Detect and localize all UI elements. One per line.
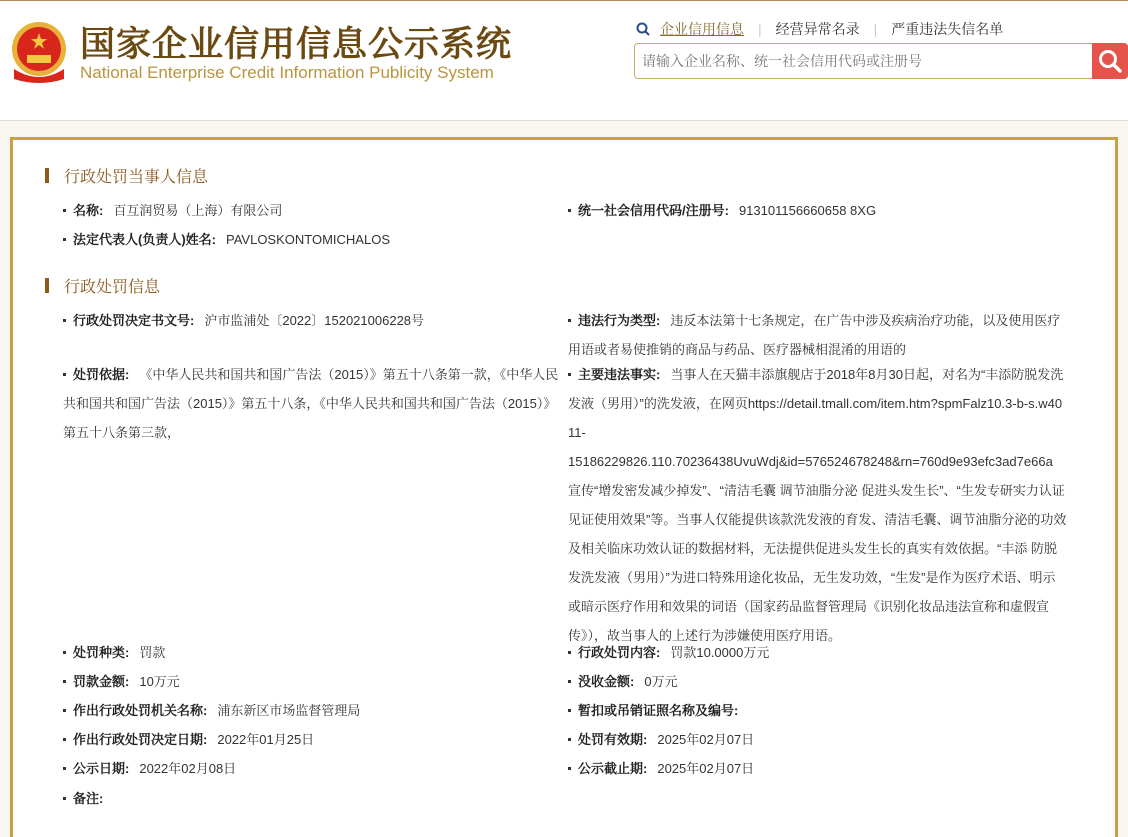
- section-title: 行政处罚信息: [64, 279, 161, 296]
- field-label: 作出行政处罚决定日期:: [73, 732, 208, 747]
- field-fine-amount: [63, 667, 561, 696]
- section-party-info: [45, 164, 208, 187]
- field-publish-date: [63, 754, 561, 783]
- field-label: 法定代表人(负责人)姓名:: [73, 232, 216, 247]
- field-label: 处罚种类:: [73, 645, 130, 660]
- field-value: 《中华人民共和国共和国广告法（2015）》第五十八条第一款，《中华人民共和国共和国广告法（2015）》第五十八条，《中华人民共和国共和国广告法（2015）》第五十八条第三款，: [63, 367, 559, 440]
- section-marker: [45, 168, 49, 183]
- field-label: 行政处罚内容:: [578, 645, 661, 660]
- field-value: 百互润贸易（上海）有限公司: [113, 203, 283, 218]
- nav-serious-violation-list[interactable]: 严重违法失信名单: [891, 21, 1004, 37]
- field-legal-rep: [63, 225, 561, 254]
- search-icon: [1097, 48, 1123, 74]
- field-value: 浦东新区市场监督管理局: [217, 703, 361, 718]
- section-marker: [45, 278, 49, 293]
- field-label: 没收金额:: [578, 674, 635, 689]
- field-license: [568, 696, 1068, 725]
- field-value: 2022年02月08日: [139, 761, 237, 776]
- field-label: 主要违法事实:: [578, 367, 661, 382]
- field-main-facts: [568, 360, 1068, 650]
- search-category-nav: [636, 19, 1003, 39]
- field-penalty-basis: [63, 360, 561, 447]
- field-value: 913101156660658 8XG: [738, 203, 877, 218]
- field-value: 当事人在天猫丰添旗舰店于2018年8月30日起，对名为“丰添防脱发洗发液（男用）”的洗发液，在网页https://detail.tmall.com/item.htm?spmFalz10.3-b-s.w4011-: [568, 367, 1064, 440]
- field-value: PAVLOSKONTOMICHALOS: [226, 232, 390, 247]
- section-title: 行政处罚当事人信息: [64, 169, 209, 186]
- field-valid-until: [568, 725, 1068, 754]
- field-label: 违法行为类型:: [578, 313, 661, 328]
- divider: |: [873, 21, 878, 37]
- field-value: 罚款10.0000万元: [670, 645, 770, 660]
- field-value-url: 15186229826.110.70236438UvuWdj&id=576524678248&rn=760d9e93efc3ad7e66a: [568, 454, 1053, 469]
- field-violation-type: [568, 306, 1068, 364]
- national-emblem-icon: [10, 21, 68, 83]
- search-button[interactable]: [1092, 43, 1128, 79]
- section-penalty-info: [45, 274, 160, 297]
- field-label: 处罚依据:: [73, 367, 130, 382]
- field-label: 统一社会信用代码/注册号:: [578, 203, 729, 218]
- divider: |: [758, 21, 762, 37]
- field-decision-number: [63, 306, 561, 335]
- nav-enterprise-credit[interactable]: 企业信用信息: [660, 21, 744, 37]
- field-value: 2025年02月07日: [657, 732, 755, 747]
- field-penalty-kind: [63, 638, 561, 667]
- search-input[interactable]: [635, 44, 1085, 78]
- search-box: [634, 43, 1128, 79]
- field-label: 备注:: [73, 791, 104, 806]
- site-title: 国家企业信用信息公示系统: [80, 25, 513, 64]
- field-remark: [63, 784, 561, 813]
- field-label: 作出行政处罚机关名称:: [73, 703, 208, 718]
- field-publish-end: [568, 754, 1068, 783]
- field-confiscation-amount: [568, 667, 1068, 696]
- field-penalty-content: [568, 638, 1068, 667]
- field-authority: [63, 696, 561, 725]
- detail-panel: [10, 137, 1118, 837]
- field-value: 10万元: [139, 674, 180, 689]
- field-label: 名称:: [73, 203, 104, 218]
- field-value: 2022年01月25日: [217, 732, 315, 747]
- field-label: 公示截止期:: [578, 761, 648, 776]
- nav-abnormal-list[interactable]: 经营异常名录: [775, 21, 860, 37]
- field-value: 宣传“增发密发减少掉发”、“清洁毛囊 调节油脂分泌 促进头发生长”、“生发专研实力认证 见证使用效果”等。当事人仅能提供该款洗发液的育发、清洁毛囊、调节油脂分泌的功效及相关临床功效认证的数据材料，无法提供促进头发生长的真实有效依据。“丰添 防脱发洗发液（男用）”为进口特殊用途化妆品，无生发功效，“生发”是作为医疗术语、明示或暗示医疗作用和效果的词语（国家药品监督管理局《识别化妆品违法宣称和虚假宣传》），故当事人的上述行为涉嫌使用医疗用语。: [568, 483, 1067, 643]
- field-value: 沪市监浦处〔2022〕152021006228号: [204, 313, 425, 328]
- field-value: 罚款: [139, 645, 166, 660]
- field-credit-code: [568, 196, 1068, 225]
- field-name: [63, 196, 561, 225]
- field-label: 行政处罚决定书文号:: [73, 313, 195, 328]
- search-icon: [636, 22, 650, 36]
- field-value: 0万元: [644, 674, 678, 689]
- field-value: 违反本法第十七条规定，在广告中涉及疾病治疗功能，以及使用医疗用语或者易使推销的商品与药品、医疗器械相混淆的用语的: [568, 313, 1061, 357]
- field-label: 罚款金额:: [73, 674, 130, 689]
- field-value: 2025年02月07日: [657, 761, 755, 776]
- field-label: 暂扣或吊销证照名称及编号:: [578, 703, 739, 718]
- field-label: 处罚有效期:: [578, 732, 648, 747]
- site-subtitle: National Enterprise Credit Information Publicity System: [80, 63, 494, 82]
- site-header: [0, 0, 1128, 121]
- field-decision-date: [63, 725, 561, 754]
- field-label: 公示日期:: [73, 761, 130, 776]
